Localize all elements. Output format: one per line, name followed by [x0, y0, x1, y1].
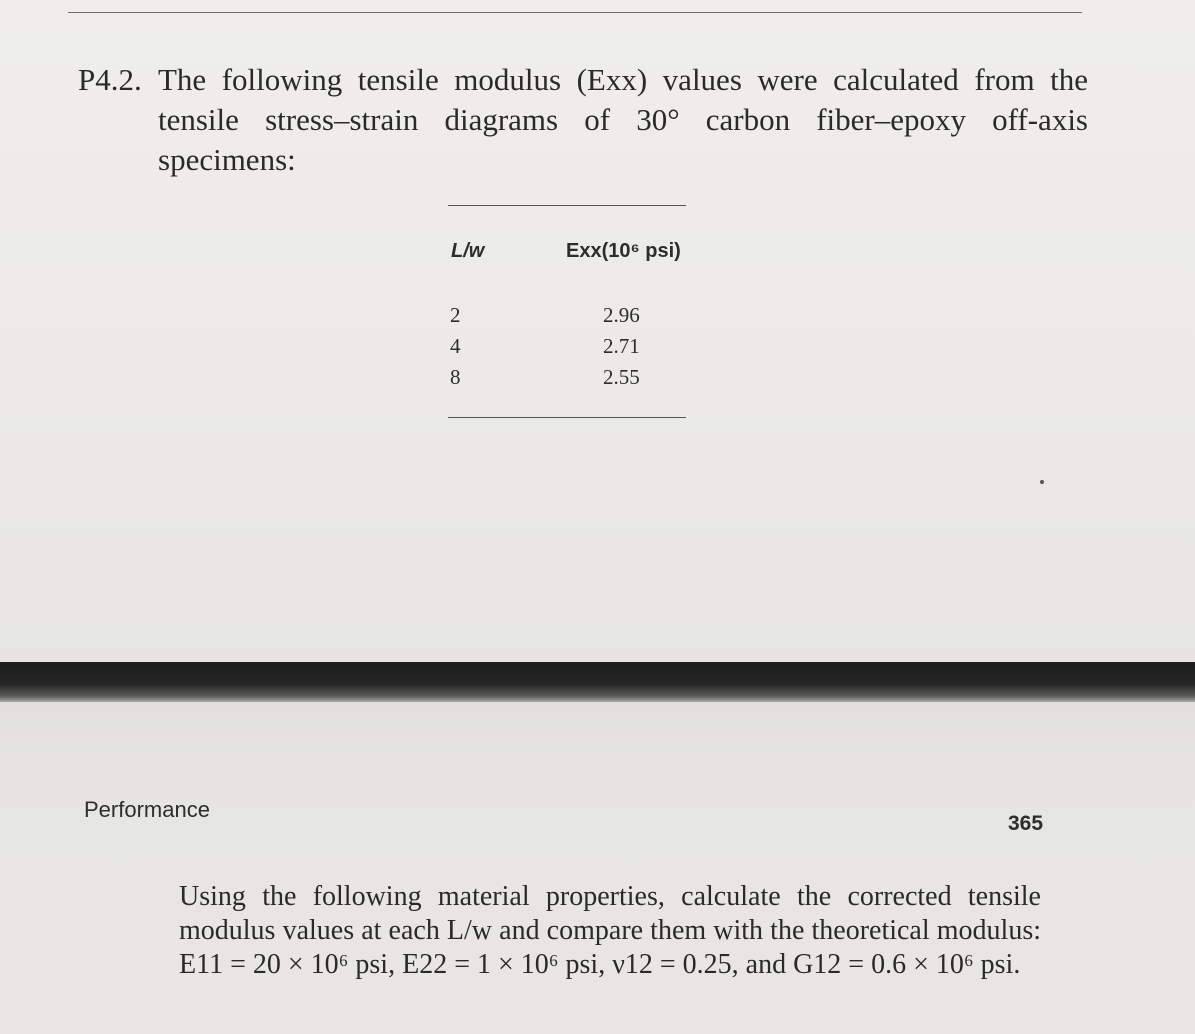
column-header-exx: Exx(10⁶ psi)	[566, 240, 681, 262]
column-header-lw: L/w	[451, 240, 485, 262]
problem-text: The following tensile modulus (Exx) values were calculated from the tensile stress–strain diagrams of 30° carbon fiber–epoxy off-axis specimens:	[158, 62, 1088, 177]
page-number: 365	[1008, 812, 1044, 835]
problem-number: P4.2.	[78, 62, 142, 97]
problem-block	[78, 60, 1098, 180]
table-cell-exx: 2.55	[603, 365, 640, 389]
table-cell-lw: 8	[450, 365, 461, 389]
running-head: Performance	[84, 797, 210, 822]
paper-speck	[1040, 480, 1044, 484]
table-cell-exx: 2.71	[603, 334, 640, 358]
continuation-text: Using the following material properties, calculate the corrected tensile modulus values at each L/w and compare them with the theoretical modulus: E11 = 20 × 10⁶ psi, E22 = 1 × 10⁶ psi, ν12 = 0.25, and G12 = 0.6 × 10⁶ psi.	[179, 881, 1041, 980]
table-cell-lw: 4	[450, 334, 461, 358]
lower-page	[0, 702, 1195, 1034]
table-cell-lw: 2	[450, 303, 461, 327]
table-top-rule	[448, 205, 686, 206]
page-gap-shadow	[0, 662, 1195, 702]
top-rule	[68, 12, 1082, 13]
table-cell-exx: 2.96	[603, 303, 640, 327]
modulus-table	[448, 205, 686, 420]
table-bottom-rule	[448, 417, 686, 418]
